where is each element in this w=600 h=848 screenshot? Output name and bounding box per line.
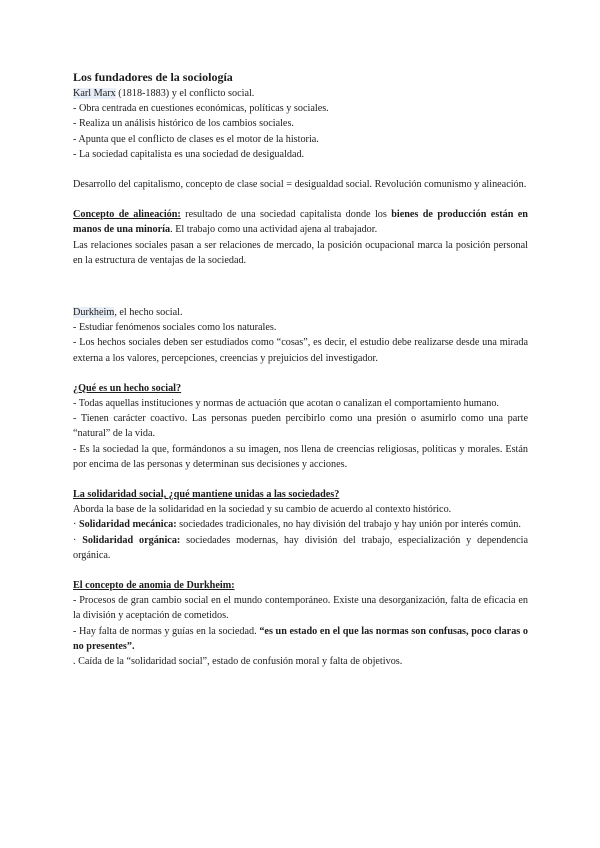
- solidarity-heading: La solidaridad social, ¿qué mantiene unidas a las sociedades?: [73, 489, 340, 501]
- social-fact-heading: ¿Qué es un hecho social?: [73, 382, 182, 394]
- social-fact-item: - Todas aquellas instituciones y normas de actuación que acotan o canalizan el comportamiento humano.: [73, 398, 499, 410]
- spacer: [73, 162, 528, 177]
- spacer: [73, 192, 528, 207]
- anomie-2-text: - Hay falta de normas y guías en la sociedad.: [73, 625, 260, 637]
- anomie-item: . Caída de la “solidaridad social”, estado de confusión moral y falta de objetivos.: [73, 656, 403, 668]
- marx-name: Karl Marx: [73, 88, 116, 99]
- anomie-item: - Procesos de gran cambio social en el mundo contemporáneo. Existe una desorganización, falta de eficacia en la división y aceptación de cometidos.: [73, 595, 528, 622]
- bullet-dot: ·: [73, 534, 83, 546]
- marx-heading-rest: (1818-1883) y el conflicto social.: [115, 88, 255, 99]
- relations-paragraph: Las relaciones sociales pasan a ser relaciones de mercado, la posición ocupacional marca la posición personal en la estructura de ventajas de la sociedad.: [73, 239, 528, 266]
- spacer: [73, 563, 528, 578]
- durkheim-bullet: - Los hechos sociales deben ser estudiados como “cosas”, es decir, el estudio debe realizarse desde una mirada externa a los valores, percepciones, creencias y prejuicios del investigador.: [73, 337, 528, 364]
- anomie-heading: El concepto de anomia de Durkheim:: [73, 580, 235, 592]
- organic-label: Solidaridad orgánica:: [82, 534, 181, 546]
- marx-bullet: - Obra centrada en cuestiones económicas, políticas y sociales.: [73, 103, 329, 115]
- alienation-paragraph: [73, 207, 528, 237]
- document-content: [73, 70, 528, 669]
- marx-heading: [73, 86, 528, 101]
- mechanical-solidarity: [73, 517, 528, 532]
- organic-solidarity: [73, 533, 528, 563]
- marx-bullet: - Realiza un análisis histórico de los cambios sociales.: [73, 118, 294, 130]
- durkheim-heading-rest: , el hecho social.: [114, 307, 183, 319]
- alienation-text-2: . El trabajo como una actividad ajena al trabajador.: [170, 224, 378, 236]
- mechanical-text: sociedades tradicionales, no hay división del trabajo y hay unión por interés común.: [176, 519, 521, 531]
- social-fact-item: - Es la sociedad la que, formándonos a su imagen, nos llena de creencias religiosas, políticas y morales. Están por encima de las personas y determinan sus decisiones y acciones.: [73, 443, 528, 470]
- alienation-text-1: resultado de una sociedad capitalista donde los: [180, 209, 392, 221]
- alienation-label: Concepto de alineación:: [73, 209, 181, 221]
- spacer: [73, 366, 528, 381]
- bullet-dot: ·: [73, 519, 79, 531]
- alienation-bold: bienes de producción están en manos de una minoría: [73, 209, 528, 236]
- spacer: [73, 268, 528, 305]
- document-title: Los fundadores de la sociología: [73, 70, 233, 84]
- anomie-item: [73, 624, 528, 654]
- spacer: [73, 472, 528, 487]
- durkheim-name: Durkheim: [73, 307, 115, 319]
- marx-bullet: - La sociedad capitalista es una sociedad de desigualdad.: [73, 148, 305, 160]
- marx-bullet: - Apunta que el conflicto de clases es el motor de la historia.: [73, 133, 319, 145]
- social-fact-item: - Tienen carácter coactivo. Las personas pueden percibirlo como una presión o asumirlo como una parte “natural” de la vida.: [73, 413, 528, 440]
- anomie-2-quote: “es un estado en el que las normas son confusas, poco claras o no presentes”.: [73, 625, 528, 652]
- organic-text: sociedades modernas, hay división del trabajo, especialización y dependencia orgánica.: [73, 534, 528, 561]
- durkheim-bullet: - Estudiar fenómenos sociales como los naturales.: [73, 322, 277, 334]
- solidarity-intro: Aborda la base de la solidaridad en la sociedad y su cambio de acuerdo al contexto histórico.: [73, 504, 452, 516]
- durkheim-heading: [73, 305, 528, 320]
- mechanical-label: Solidaridad mecánica:: [78, 519, 177, 531]
- marx-summary: Desarrollo del capitalismo, concepto de clase social = desigualdad social. Revolución comunismo y alineación.: [73, 179, 527, 191]
